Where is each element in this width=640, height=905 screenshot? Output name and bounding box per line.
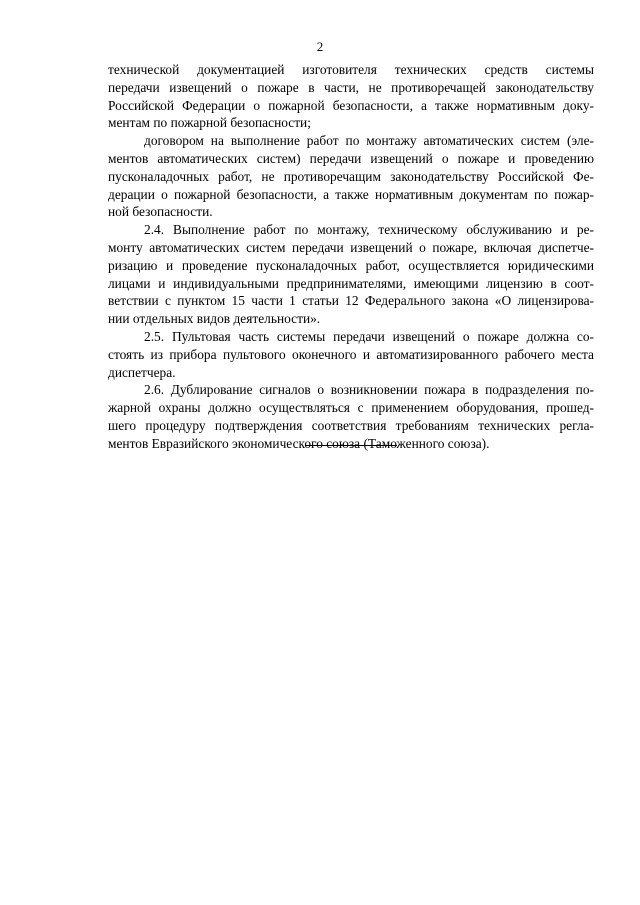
text-line: лицами и индивидуальными предпринимателями, имеющими лицензию в соот- — [108, 275, 594, 291]
text-line: ветствии с пунктом 15 части 1 статьи 12 Федерального закона «О лицензирова- — [108, 293, 594, 309]
text-line: диспетчера. — [108, 364, 176, 380]
text-line: договором на выполнение работ по монтажу автоматических систем (эле- — [144, 133, 594, 149]
text-line: Российской Федерации о пожарной безопасности, а также нормативным доку- — [108, 97, 594, 113]
paragraph-contract — [108, 132, 594, 221]
end-separator-line — [306, 445, 397, 446]
text-line: пусконаладочных работ, не противоречащим законодательству Российской Фе- — [108, 168, 594, 184]
text-line: 2.6. Дублирование сигналов о возникновении пожара в подразделения по- — [144, 382, 594, 398]
paragraph-2-4 — [108, 221, 594, 328]
paragraph-2-5 — [108, 328, 594, 381]
text-line: 2.5. Пультовая часть системы передачи извещений о пожаре должна со- — [144, 328, 594, 344]
text-line: ментов Евразийского экономического союза (Таможенного союза). — [108, 435, 490, 451]
text-line: ментам по пожарной безопасности; — [108, 115, 311, 131]
text-line: 2.4. Выполнение работ по монтажу, техническому обслуживанию и ре- — [144, 222, 594, 238]
paragraph-technical-documentation — [108, 61, 594, 132]
text-line: ментов автоматических систем) передачи извещений о пожаре и проведению — [108, 150, 594, 166]
text-line: технической документацией изготовителя технических средств системы — [108, 62, 594, 77]
text-line: дерации о пожарной безопасности, а также нормативным документам по пожар- — [108, 186, 594, 202]
text-line: шего процедуру подтверждения соответствия требованиям технических регла- — [108, 417, 594, 433]
text-line: жарной охраны должно осуществляться с применением оборудования, прошед- — [108, 400, 594, 416]
text-line: передачи извещений о пожаре в части, не противоречащей законодательству — [108, 79, 594, 95]
text-line: монту автоматических систем передачи извещений о пожаре, включая диспетче- — [108, 239, 594, 255]
page-number: 2 — [316, 39, 324, 54]
paragraph-2-6 — [108, 381, 594, 452]
text-line: нии отдельных видов деятельности». — [108, 311, 321, 327]
text-line: ной безопасности. — [108, 204, 213, 220]
text-line: стоять из прибора пультового оконечного и автоматизированного рабочего места — [108, 346, 594, 362]
document-body — [108, 61, 594, 453]
text-line: ризацию и проведение пусконаладочных работ, осуществляется юридическими — [108, 257, 594, 273]
